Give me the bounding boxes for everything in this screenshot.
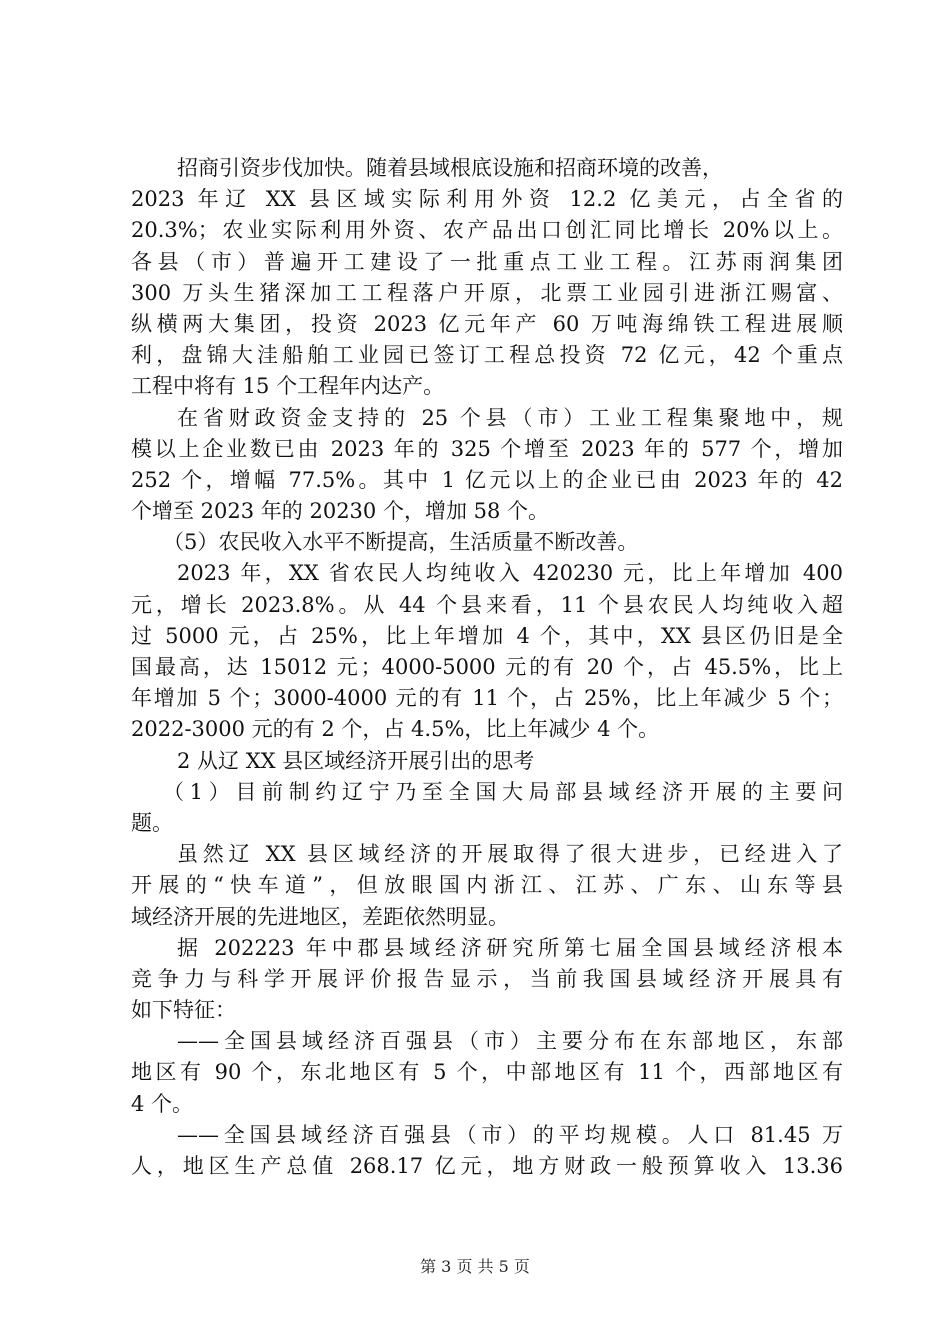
text-line: 域经济开展的先进地区，差距依然明显。 bbox=[131, 904, 509, 929]
text-line: 据 202223 年中郡县域经济研究所第七届全国县域经济根本 bbox=[177, 935, 843, 960]
text-line: （5）农民收入水平不断提高，生活质量不断改善。 bbox=[163, 530, 639, 555]
text-line: ——全国县域经济百强县（市）的平均规模。人口 81.45 万 bbox=[177, 1122, 843, 1147]
text-line: 开展的“快车道”，但放眼国内浙江、江苏、广东、山东等县 bbox=[131, 873, 843, 898]
text-line: 个增至 2023 年的 20230 个，增加 58 个。 bbox=[131, 499, 550, 524]
text-line: 人，地区生产总值 268.17 亿元，地方财政一般预算收入 13.36 bbox=[131, 1154, 843, 1178]
text-line: 虽然辽 XX 县区域经济的开展取得了很大进步，已经进入了 bbox=[177, 842, 843, 867]
text-line: 2 从辽 XX 县区域经济开展引出的思考 bbox=[177, 748, 535, 773]
text-line: 模以上企业数已由 2023 年的 325 个增至 2023 年的 577 个，增加 bbox=[131, 436, 843, 461]
text-line: 国最高，达 15012 元；4000-5000 元的有 20 个，占 45.5%，比上 bbox=[131, 655, 843, 679]
text-line: 2023 年辽 XX 县区域实际利用外资 12.2 亿美元，占全省的 bbox=[131, 187, 843, 212]
text-line: 4 个。 bbox=[131, 1091, 194, 1116]
page-footer: 第 3 页 共 5 页 bbox=[420, 1257, 530, 1276]
text-line: （1）目前制约辽宁乃至全国大局部县域经济开展的主要问 bbox=[163, 779, 843, 804]
text-line: 元，增长 2023.8%。从 44 个县来看，11 个县农民人均纯收入超 bbox=[131, 592, 843, 617]
text-line: 竞争力与科学开展评价报告显示，当前我国县域经济开展具有 bbox=[131, 966, 843, 991]
text-line: 地区有 90 个，东北地区有 5 个，中部地区有 11 个，西部地区有 bbox=[131, 1060, 843, 1085]
text-line: 工程中将有 15 个工程年内达产。 bbox=[131, 374, 445, 399]
text-line: 如下特征： bbox=[131, 998, 236, 1023]
text-line: 20.3%；农业实际利用外资、农产品出口创汇同比增长 20%以上。 bbox=[131, 218, 843, 243]
text-line: 招商引资步伐加快。随着县域根底设施和招商环境的改善， bbox=[177, 156, 723, 180]
text-line: 题。 bbox=[131, 810, 173, 835]
text-line: ——全国县域经济百强县（市）主要分布在东部地区，东部 bbox=[177, 1029, 843, 1054]
text-line: 过 5000 元，占 25%，比上年增加 4 个，其中，XX 县区仍旧是全 bbox=[131, 623, 843, 648]
text-line: 2022-3000 元的有 2 个，占 4.5%，比上年减少 4 个。 bbox=[131, 717, 660, 742]
text-line: 各县（市）普遍开工建设了一批重点工业工程。江苏雨润集团 bbox=[131, 249, 843, 274]
text-line: 252 个，增幅 77.5%。其中 1 亿元以上的企业已由 2023 年的 42 bbox=[131, 467, 843, 492]
text-line: 2023 年，XX 省农民人均纯收入 420230 元，比上年增加 400 bbox=[177, 561, 843, 586]
text-line: 纵横两大集团，投资 2023 亿元年产 60 万吨海绵铁工程进展顺 bbox=[131, 311, 843, 336]
text-line: 在省财政资金支持的 25 个县（市）工业工程集聚地中，规 bbox=[177, 405, 843, 430]
text-line: 年增加 5 个；3000-4000 元的有 11 个，占 25%，比上年减少 5 个； bbox=[131, 686, 843, 711]
text-line: 300 万头生猪深加工工程落户开原，北票工业园引进浙江赐富、 bbox=[131, 280, 843, 305]
document-body bbox=[131, 153, 843, 1182]
text-line: 利，盘锦大洼船舶工业园已签订工程总投资 72 亿元，42 个重点 bbox=[131, 343, 843, 368]
